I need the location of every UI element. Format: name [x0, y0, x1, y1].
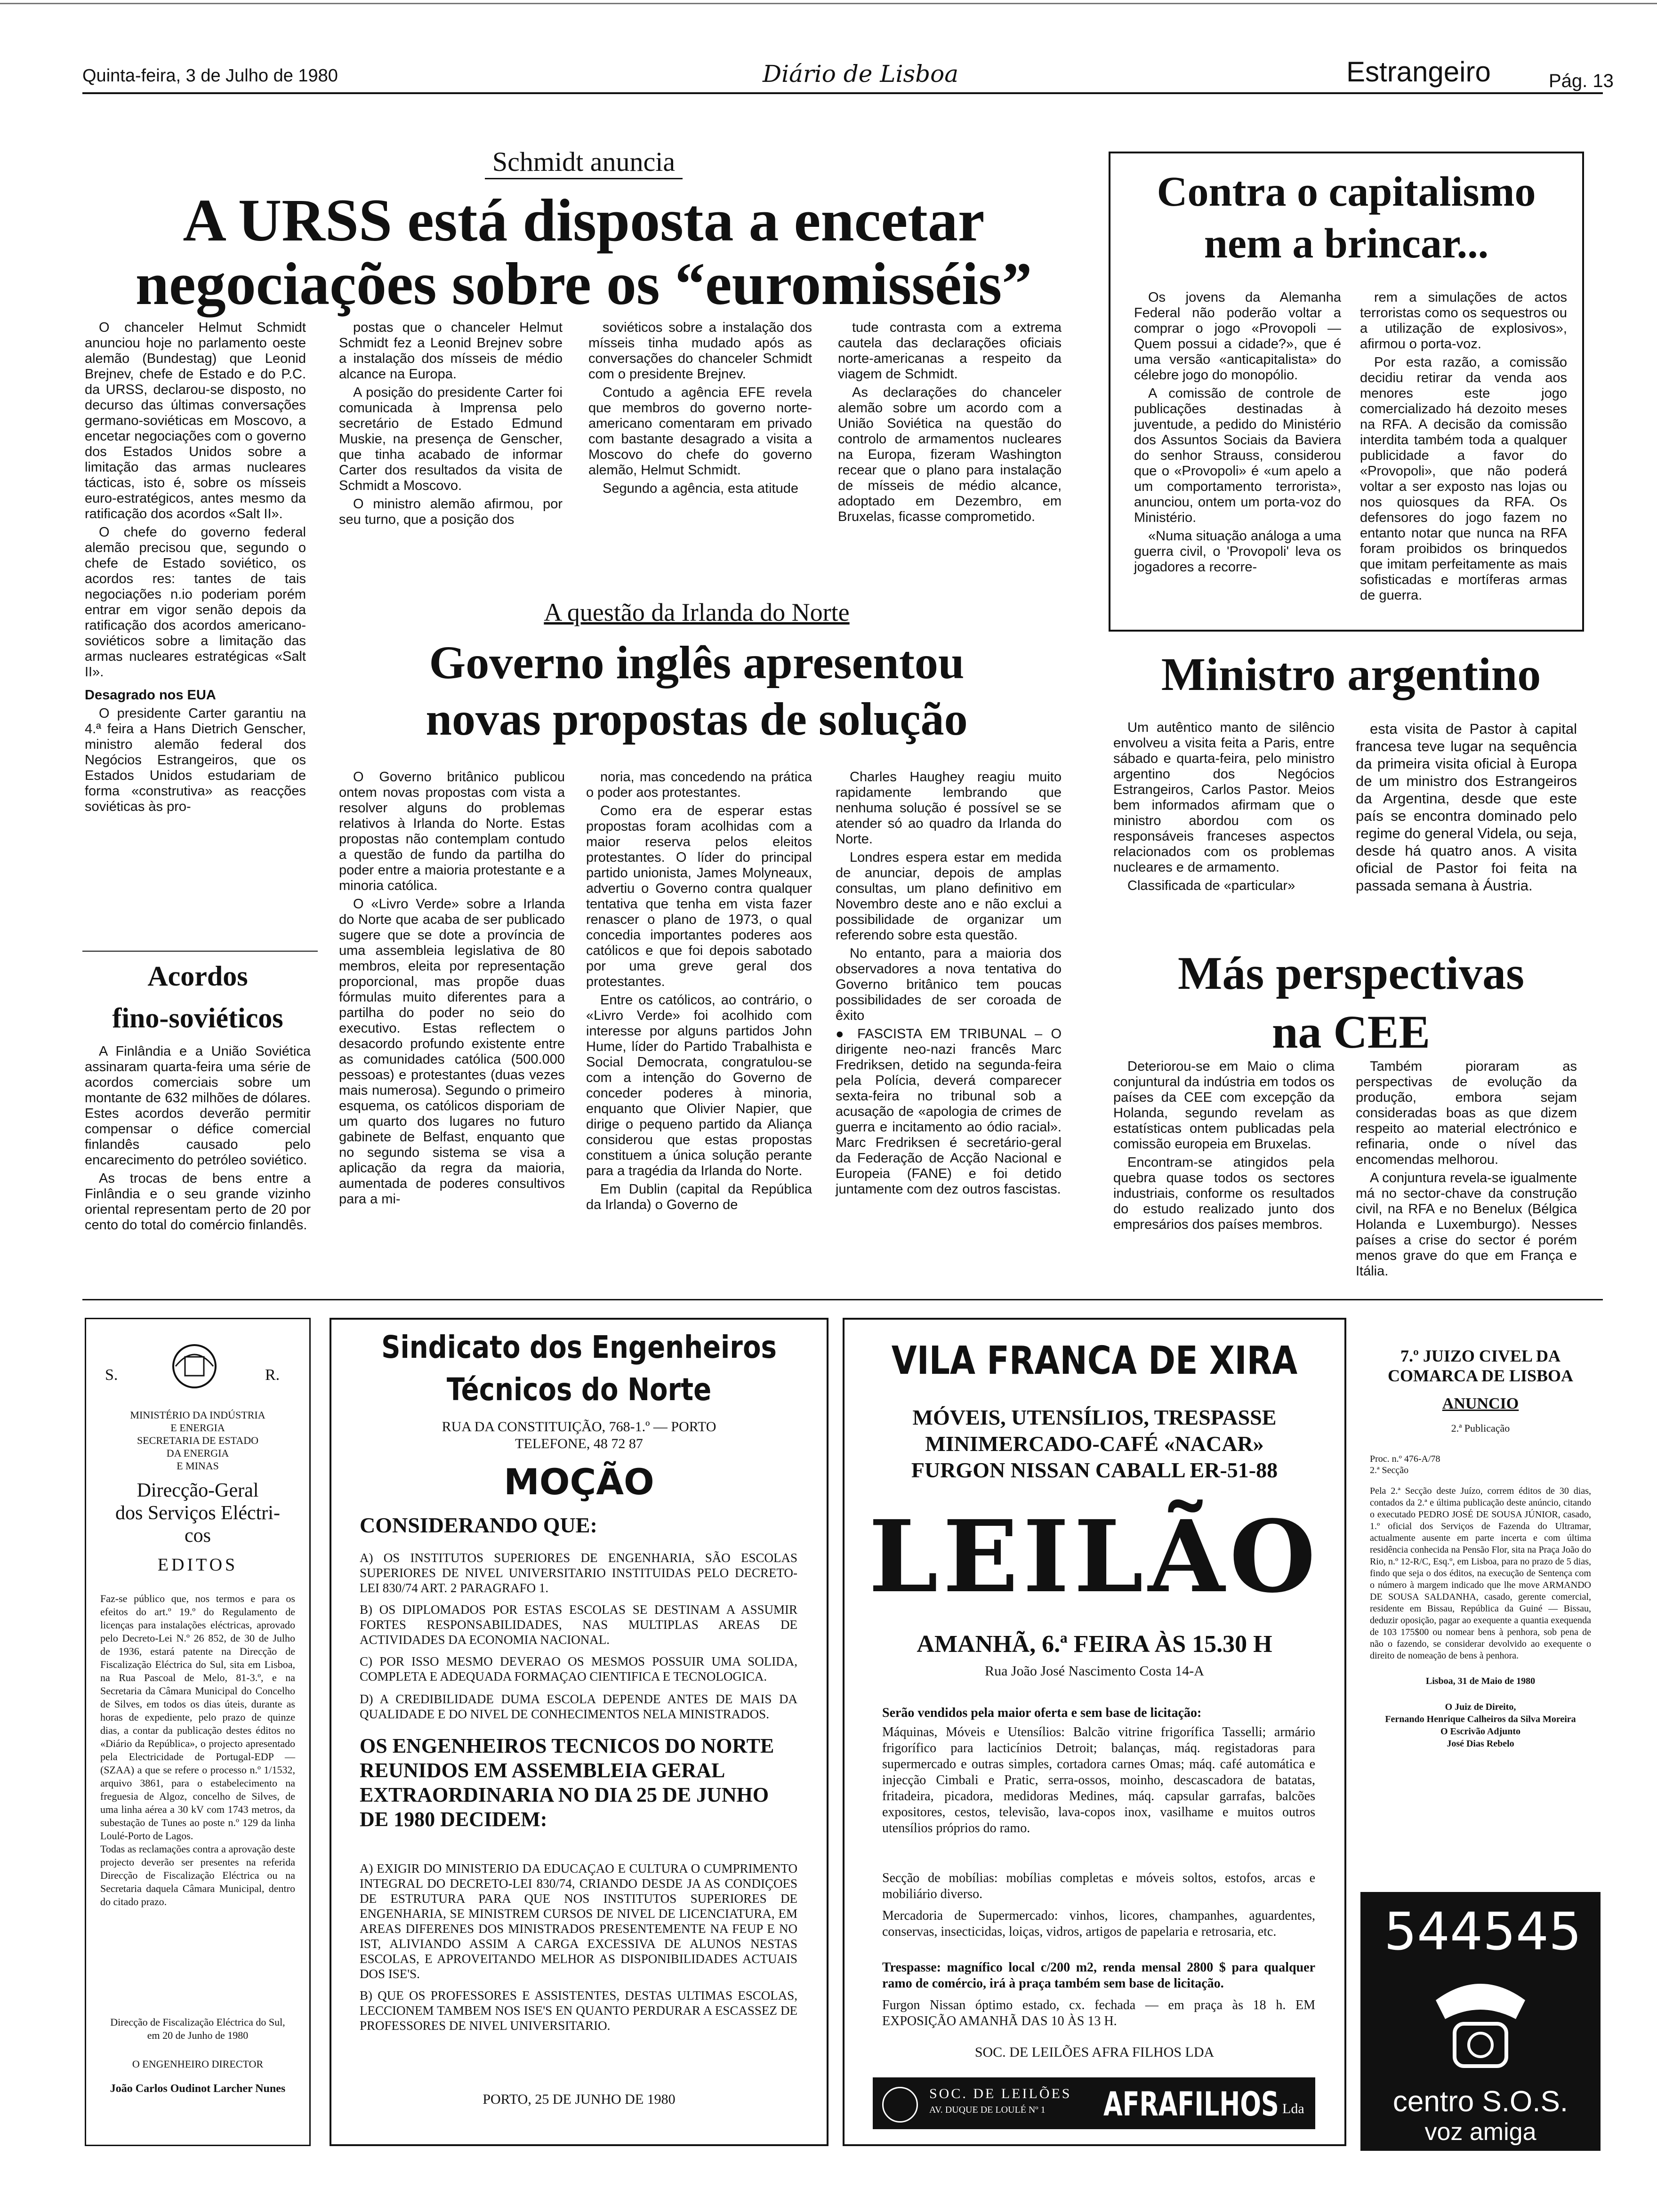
ad-editos: [85, 1318, 311, 2146]
ad-address: RUA DA CONSTITUIÇÃO, 768-1.º — PORTO TELEFONE, 48 72 87: [442, 1419, 716, 1451]
art6-col2: [1356, 1059, 1577, 1282]
page-number: Pág. 13: [1549, 71, 1614, 91]
ad-mocao: MOÇÃO: [504, 1461, 654, 1503]
art5-col1: [1113, 720, 1335, 897]
ad-item-b: B) OS DIPLOMADOS POR ESTAS ESCOLAS SE DESTINAM A ASSUMIR FORTES RESPONSABILIDADES, NAS MULTIPLAS AREAS DE ACTIVIDADES DA ECONOMIA NACIONAL.: [360, 1603, 797, 1647]
ad-decision: OS ENGENHEIROS TECNICOS DO NORTE REUNIDOS EM ASSEMBLEIA GERAL EXTRAORDINARIA NO DIA 25 DE JUNHO DE 1980 DECIDEM:: [360, 1734, 774, 1831]
paragraph: Por esta razão, a comissão decidiu retirar da venda aos menores este jogo comercializado há dezoito meses na RFA. A decisão da comissão interdita também toda a qualquer publicidade a favor do «Provopoli», que não poderá voltar a ser exposto nas lojas ou nos quiosques da RFA. Os defensores do jogo fazem no entanto notar que nunca na RFA foram proibidos os brinquedos que imitam perfeitamente as mais sofisticadas e mortíferas armas de guerra.: [1360, 355, 1567, 603]
ad-juizo: [1360, 1318, 1601, 1883]
ad-mercadoria: Mercadoria de Supermercado: vinhos, licores, champanhes, aguardentes, conservas, insecticidas, loiças, vidros, artigos de papelaria e retrosaria, etc.: [882, 1908, 1315, 1939]
ad-item-d: D) A CREDIBILIDADE DUMA ESCOLA DEPENDE ANTES DE MAIS DA QUALIDADE E DO NIVEL DE CONHECIMENTOS NELA MINISTRADOS.: [360, 1692, 797, 1721]
ad-title: Sindicato dos Engenheiros: [381, 1329, 777, 1365]
article-ministro-argentino: [1102, 647, 1601, 701]
ad-sign: O Juiz de Direito, Fernando Henrique Calheiros da Silva Moreira O Escrivão Adjunto José Dias Rebelo: [1385, 1702, 1576, 1749]
paragraph: postas que o chanceler Helmut Schmidt fez a Leonid Brejnev sobre a instalação dos mísseis de médio alcance na Europa.: [339, 320, 563, 382]
ad-proc: Proc. n.º 476-A/78 2.ª Secção: [1370, 1454, 1440, 1475]
ad-intro: Serão vendidos pela maior oferta e sem base de licitação:: [882, 1706, 1202, 1720]
paragraph: esta visita de Pastor à capital francesa teve lugar na sequência da primeira visita oficial à Europa de um ministro dos Estrangeiros da Argentina, desde que este país se encontra dominado pelo regime do general Videla, ou seja, desde há quatro anos. A visita oficial de Pastor foi feita na passada semana à Áustria.: [1356, 721, 1577, 894]
ad-title: Direcção-Geral dos Serviços Eléctri- cos: [115, 1480, 280, 1547]
headline: Acordos: [147, 961, 248, 992]
paragraph: Classificada de «particular»: [1127, 878, 1295, 893]
gavel-icon: [882, 2087, 918, 2123]
ad-when: AMANHÃ, 6.ª FEIRA ÀS 15.30 H: [917, 1631, 1272, 1658]
headline-line2: novas propostas de solução: [426, 693, 968, 745]
ad-date: Lisboa, 31 de Maio de 1980: [1425, 1676, 1536, 1686]
ad-leilao: [843, 1318, 1346, 2146]
ad-line1: centro S.O.S.: [1392, 2085, 1569, 2118]
ad-anuncio: ANUNCIO: [1442, 1395, 1519, 1412]
paragraph: Deteriorou-se em Maio o clima conjuntural da indústria em todos os países da CEE com excepção da Holanda, segundo revelam as estatísticas ontem publicadas pela comissão europeia em Bruxelas.: [1113, 1059, 1335, 1152]
ad-trespasse: Trespasse: magnífico local c/200 m2, renda mensal 2800 $ para qualquer ramo de comércio, irá à praça também sem base de licitação.: [882, 1960, 1315, 1991]
paragraph: No entanto, para a maioria dos observadores a nova tentativa do Governo britânico tem poucas possibilidades de ser coroada de êxito: [836, 946, 1062, 1023]
ad-pub: 2.ª Publicação: [1451, 1422, 1510, 1434]
art4-col1: [339, 769, 565, 1210]
logo-brand: AFRAFILHOS: [1103, 2085, 1279, 2124]
ad-s: S.: [105, 1366, 118, 1384]
ad-leilao-heading: LEILÃO: [869, 1499, 1320, 1615]
ad-director: O ENGENHEIRO DIRECTOR: [132, 2058, 264, 2070]
ad-title-line2: COMARCA DE LISBOA: [1387, 1366, 1574, 1385]
ad-body: Pela 2.ª Secção deste Juízo, correm éditos de 30 dias, contados da 2.ª e última publicação deste anúncio, citando o executado PEDRO JOSÉ DE SOUSA JÚNIOR, casado, 1.º oficial dos Serviços de Fazenda do Ultramar, actualmente ausente em parte incerta e com última residência conhecida na Pensão Flor, sita na Praça João do Rio, n.º 12-R/C, Esq.º, em Lisboa, para no prazo de 5 dias, findo que seja o dos éditos, na execução de Sentença com o número à margem indicado que lhe move ARMANDO DE SOUSA SALDANHA, casado, gerente comercial, residente em Bissau, República da Guiné — Bissau, deduzir oposição, pagar ao exequente a quantia exequenda de 103 175$00 ou nomear bens à penhora, sob pena de não o fazendo, se considerar devolvido ao exequente o direito de nomeação de bens à penhora.: [1370, 1486, 1591, 1661]
ad-decision-a: A) EXIGIR DO MINISTERIO DA EDUCAÇAO E CULTURA O CUMPRIMENTO INTEGRAL DO DECRETO-LEI 830/74, CRIANDO DESDE JA AS CONDIÇOES DE ESTRUTURA PARA QUE NOS INSTITUTOS SUPERIORES DE ENGENHARIA, SE MINISTREM CURSOS DE NIVEL DE LICENCIATURA, EM AREAS DIFERENES DOS MINISTRADOS PRESENTEMENTE NA FEUP E NO IST, ALIVIANDO ASSIM A CARGA EXCESSIVA DE ALUNOS NESTAS ESCOLAS, E APROVEITANDO MELHOR AS DISPONIBILIDADES ACTUAIS DOS ISE'S.: [360, 1861, 797, 1981]
headline: Ministro argentino: [1161, 648, 1541, 700]
headline: Más perspectivas: [1178, 947, 1524, 999]
coat-of-arms-icon: [166, 1338, 223, 1395]
ad-soc: SOC. DE LEILÕES AFRA FILHOS LDA: [974, 2044, 1215, 2060]
art5-col2: [1356, 720, 1577, 897]
paragraph: A comissão de controle de publicações destinadas à juventude, a pedido do Ministério dos Assuntos Sociais da Baviera do senhor Strauss, considerou que o «Provopoli» é «um apelo a um comportamento terrorista», anunciou, ontem um porta-voz do Ministério.: [1134, 386, 1341, 525]
paragraph: «Numa situação análoga a uma guerra civil, o 'Provopoli' leva os jogadores a recorre-: [1134, 529, 1341, 575]
headline: A URSS está disposta a encetar: [183, 187, 985, 254]
ad-mobilias: Secção de mobílias: mobílias completas e móveis soltos, estofos, arcas e mobiliário diverso.: [882, 1871, 1315, 1901]
paragraph: O chefe do governo federal alemão precisou que, segundo o chefe de Estado soviético, os acordos res: tantes de tais negociações n.io poderiam porém entrar em vigor senão depois da ratificação dos acordos americano-soviéticos sobre a limitação das armas nucleares estratégicas «Salt II».: [85, 525, 306, 680]
paragraph: A conjuntura revela-se igualmente má no sector-chave da construção civil, na RFA e no Benelux (Bélgica Holanda e Luxemburgo). Nesses países a crise do sector é porém menos grave do que em França e Itália.: [1356, 1170, 1577, 1279]
ad-decision-b: B) QUE OS PROFESSORES E ASSISTENTES, DESTAS ULTIMAS ESCOLAS, LECCIONEM TAMBEM NOS ISE'S EN QUANTO PERDURAR A ESCASSEZ DE PROFESSORES DE NIVEL UNIVERSITARIO.: [360, 1988, 797, 2033]
paragraph: soviéticos sobre a instalação dos mísseis tinha mudado após as conversações do chanceler Schmidt com o presidente Brejnev.: [588, 320, 812, 382]
art4-col2: [586, 769, 812, 1216]
headline-line2: na CEE: [1271, 1006, 1431, 1058]
paragraph: Contudo a agência EFE revela que membros do governo norte-americano comentaram em privado com bastante desagrado a visita a Moscovo do chefe do governo alemão, Helmut Schmidt.: [588, 385, 812, 478]
ad-title: VILA FRANCA DE XIRA: [891, 1338, 1298, 1383]
art2-col1: [1134, 290, 1341, 578]
paragraph: Como era de esperar estas propostas foram acolhidas com a maior reserva pelos eleitos protestantes. O líder do principal partido unionista, James Molyneaux, advertiu o Governo contra qualquer tentativa que tenha em vista fazer renascer o plano de 1973, o qual concedia importantes poderes aos católicos e que foi depois sabotado por uma greve geral dos protestantes.: [586, 803, 812, 989]
paragraph: tude contrasta com a extrema cautela das declarações oficiais norte-americanas a respeito da viagem de Schmidt.: [838, 320, 1062, 382]
ad-item-a: A) OS INSTITUTOS SUPERIORES DE ENGENHARIA, SÃO ESCOLAS SUPERIORES DE NIVEL UNIVERSITARIO INSTITUIDAS PELO DECRETO-LEI 830/74 ART. 2 PARAGRAFO 1.: [360, 1551, 797, 1595]
paragraph: Segundo a agência, esta atitude: [603, 481, 798, 496]
headline: Governo inglês apresentou: [429, 636, 965, 689]
ad-sos: [1360, 1892, 1601, 2151]
telephone-icon: [1417, 1972, 1544, 2080]
art1-col2: [339, 320, 563, 530]
paragraph: Os jovens da Alemanha Federal não poderão voltar a comprar o jogo «Provopoli — Quem possui a cidade?», que é uma versão «anticapitalista» do célebre jogo do monopólio.: [1134, 290, 1341, 383]
paragraph: O chanceler Helmut Schmidt anunciou hoje no parlamento oeste alemão (Bundestag) que Leonid Brejnev, chefe de Estado e do P.C. da URSS, declarou-se disposto, no decurso das últimas conversações germano-soviéticas em Moscovo, a encetar negociações com o governo dos Estados Unidos sobre a limitação das armas nucleares tácticas, isto é, sobre os mísseis euro-estratégicos, antes mesmo da ratificação dos acordos «Salt II».: [85, 320, 306, 521]
ad-ministry: MINISTÉRIO DA INDÚSTRIA E ENERGIA SECRETARIA DE ESTADO DA ENERGIA E MINAS: [130, 1409, 265, 1472]
ad-footer: PORTO, 25 DE JUNHO DE 1980: [483, 2092, 676, 2107]
masthead: Diário de Lisboa: [763, 60, 959, 88]
article-fino-sovieticos: [85, 960, 311, 1236]
ad-furgon: Furgon Nissan óptimo estado, cx. fechada — em praça às 18 h. EM EXPOSIÇÃO AMANHÃ DAS 10 ÀS 13 H.: [882, 1998, 1315, 2028]
ad-name: João Carlos Oudinot Larcher Nunes: [110, 2083, 286, 2095]
paragraph: O «Livro Verde» sobre a Irlanda do Norte que acaba de ser publicado sugere que se dote a província de uma assembleia legislativa de 80 membros, eleita por representação proporcional, mas propõe duas fórmulas muito diferentes para a partilha do poder no seio do executivo. Estas reflectem o desacordo profundo existente entre as comunidades católica (500.000 pessoas) e protestantes (duas vezes mais numerosa). Segundo o primeiro esquema, os católicos disporiam de um quarto dos lugares no futuro gabinete de Belfast, enquanto que no segundo sistema se visa a aplicação da regra da maioria, aumentada de poderes consultivos para a mi-: [339, 897, 565, 1207]
ad-line2: voz amiga: [1424, 2118, 1536, 2146]
logo-line2: AV. DUQUE DE LOULÉ Nº 1: [929, 2105, 1046, 2115]
subhead: Desagrado nos EUA: [85, 688, 216, 703]
kicker: A questão da Irlanda do Norte: [544, 598, 850, 626]
art1-col4: [838, 320, 1062, 528]
headline-line2: nem a brincar...: [1204, 220, 1489, 267]
paragraph: O ministro alemão afirmou, por seu turno, que a posição dos: [339, 497, 563, 527]
paragraph: Entre os católicos, ao contrário, o «Livro Verde» foi acolhido com interesse por alguns partidos John Hume, líder do Partido Trabalhista e Social Democrata, congratulou-se com a intenção do Governo de conceder poderes à minoria, enquanto que Olivier Napier, que dirige o pequeno partido da Aliança considerou que estas propostas constituem a única solução perante para a tragédia da Irlanda do Norte.: [586, 993, 812, 1178]
headline-line2: fino-soviéticos: [112, 1002, 283, 1034]
ad-number: 544545: [1384, 1901, 1582, 1962]
paragraph: Um autêntico manto de silêncio envolveu a visita feita a Paris, entre sábado e quarta-feira, pelo ministro argentino dos Negócios Estrangeiros, Carlos Pastor. Meios bem informados afirmam que o ministro abordou com os responsáveis franceses aspectos relacionados com os problemas nucleares e de armamento.: [1113, 720, 1335, 875]
ad-body: Faz-se público que, nos termos e para os efeitos do art.º 19.º do Regulamento de licenças para instalações eléctricas, aprovado pelo Decreto-Lei N.º 26 852, de 30 de Julho de 1936, estará patente na Direcção de Fiscalização Eléctrica do Sul, sita em Lisboa, na Rua Pascoal de Melo, 81-3.º, e na Secretaria da Câmara Municipal do Concelho de Silves, em todos os dias úteis, durante as horas de expediente, pelo prazo de quinze dias, a contar da publicação destes éditos no «Diário da República», o projecto apresentado pela Electricidade de Portugal-EDP — (SZAA) a que se refere o processo n.º 1/1532, arquivo 3861, para o estabelecimento na freguesia de Algoz, concelho de Silves, de uma linha aérea a 30 kV com 1743 metros, da subestação de Tunes ao poste n.º 129 da linha Loulé-Porto de Lagos. Todas as reclamações contra a aprovação deste projecto deverão ser presentes na referida Direcção de Fiscalização Eléctrica ou na Secretaria daquela Câmara Municipal, dentro do citado prazo.: [100, 1593, 295, 1907]
header-date: Quinta-feira, 3 de Julho de 1980: [82, 66, 338, 86]
ad-items: Máquinas, Móveis e Utensílios: Balcão vitrine frigorífica Tasselli; armário frigorífico para lacticínios Detroit; balanças, máq. registadoras para supermercado e outras simples, cortadora carnes Omas; máq. café automática e injecção Cimbali e Pratic, serra-ossos, moinho, descascadora de batatas, fritadeira, picadora, medidoras Medines, máq. capsular garrafas, balcões expositores, cestos, televisão, lava-copos inox, vasilhame e muitos outros utensílios próprios do ramo.: [882, 1725, 1315, 1835]
ad-item-c: C) POR ISSO MESMO DEVERAO OS MESMOS POSSUIR UMA SOLIDA, COMPLETA E ADEQUADA FORMAÇAO CIENTIFICA E TECNOLOGICA.: [360, 1654, 797, 1683]
ad-editos-heading: EDITOS: [157, 1555, 238, 1575]
paragraph: Charles Haughey reagiu muito rapidamente lembrando que nenhuma solução é possível se se atender só ao quadro da Irlanda do Norte.: [836, 769, 1062, 847]
logo-lda: Lda: [1282, 2101, 1304, 2116]
article-provopoli: [1109, 152, 1584, 632]
paragraph: A posição do presidente Carter foi comunicada à Imprensa pelo secretário de Estado Edmund Muskie, na presença de Genscher, que tinha acabado de informar Carter dos resultados da visita de Schmidt a Moscovo.: [339, 385, 563, 493]
art4-col3: [836, 769, 1062, 1200]
paragraph: O presidente Carter garantiu na 4.ª feira a Hans Dietrich Genscher, ministro alemão federal dos Negócios Estrangeiros, que os Estados Unidos estudariam de forma «construtiva» as reacções soviéticas às pro-: [85, 706, 306, 814]
headline: Contra o capitalismo: [1157, 168, 1536, 215]
ad-r: R.: [265, 1366, 280, 1384]
headline-line2: negociações sobre os “euromisséis”: [135, 250, 1032, 317]
ad-sindicato: [330, 1318, 828, 2146]
ad-sub: MÓVEIS, UTENSÍLIOS, TRESPASSE MINIMERCADO-CAFÉ «NACAR» FURGON NISSAN CABALL ER-51-88: [911, 1405, 1278, 1482]
paragraph: As trocas de bens entre a Finlândia e o seu grande vizinho oriental representam perto de 20 por cento do total do comércio finlandês.: [85, 1171, 311, 1233]
paragraph: noria, mas concedendo na prática o poder aos protestantes.: [586, 769, 812, 800]
paragraph: Londres espera estar em medida de anunciar, depois de amplas consultas, um plano definitivo em Novembro deste ano e não exclui a possibilidade de organizar um referendo sobre esta questão.: [836, 850, 1062, 943]
kicker: Schmidt anuncia: [492, 146, 676, 177]
paragraph: Encontram-se atingidos pela quebra quase todos os sectores industriais, conforme os resultados do estudo realizado junto dos empresários dos países membros.: [1113, 1155, 1335, 1232]
logo-line1: SOC. DE LEILÕES: [929, 2086, 1072, 2101]
paragraph: ● FASCISTA EM TRIBUNAL – O dirigente neo-nazi francês Marc Fredriksen, detido na segunda-feira pela Polícia, deverá comparecer sexta-feira no tribunal sob a acusação de «apologia de crimes de guerra e incitamento ao ódio racial». Marc Fredriksen é secretário-geral da Federação de Acção Nacional e Europeia (FANE) e foi detido juntamente com dez outros fascistas.: [836, 1026, 1062, 1197]
ad-considerando: CONSIDERANDO QUE:: [360, 1513, 597, 1537]
paragraph: rem a simulações de actos terroristas como os sequestros ou a utilização de explosivos», afirmou o porta-voz.: [1360, 290, 1567, 352]
art1-col1: [85, 320, 306, 817]
ad-title-line2: Técnicos do Norte: [446, 1371, 712, 1408]
paragraph: O Governo britânico publicou ontem novas propostas com vista a resolver alguns do problemas relativos à Irlanda do Norte. Estas propostas não contemplam contudo a questão de fundo da partilha do poder entre a maioria protestante e a minoria católica.: [339, 769, 565, 893]
section-title: Estrangeiro: [1346, 56, 1491, 88]
article-cee: [1102, 946, 1601, 1059]
paragraph: Também pioraram as perspectivas de evolução da produção, embora sejam consideradas boas as que dizem respeito ao material electrónico e refinaria, onde o nível das encomendas melhorou.: [1356, 1059, 1577, 1167]
afra-logo: [873, 2077, 1315, 2129]
page-header: [0, 0, 1657, 94]
art6-col1: [1113, 1059, 1335, 1235]
paragraph: Em Dublin (capital da República da Irlanda) o Governo de: [586, 1182, 812, 1212]
paragraph: A Finlândia e a União Soviética assinaram quarta-feira uma série de acordos comerciais sobre um montante de 632 milhões de dólares. Estes acordos deverão permitir compensar o défice comercial finlandês causado pelo encarecimento do petróleo soviético.: [85, 1044, 311, 1168]
art1-col3: [588, 320, 812, 499]
paragraph: As declarações do chanceler alemão sobre um acordo com a União Soviética na questão do controlo de armamentos nucleares na Europa, fizeram Washington recear que o plano para instalação de mísseis de médio alcance, adoptado em Dezembro, em Bruxelas, ficasse comprometido.: [838, 385, 1062, 524]
ad-where: Rua João José Nascimento Costa 14-A: [985, 1663, 1204, 1679]
ad-title: 7.º JUIZO CIVEL DA: [1400, 1346, 1560, 1365]
art2-col2: [1360, 290, 1567, 606]
ad-footer: Direcção de Fiscalização Eléctrica do Sul, em 20 de Junho de 1980: [110, 2016, 285, 2041]
